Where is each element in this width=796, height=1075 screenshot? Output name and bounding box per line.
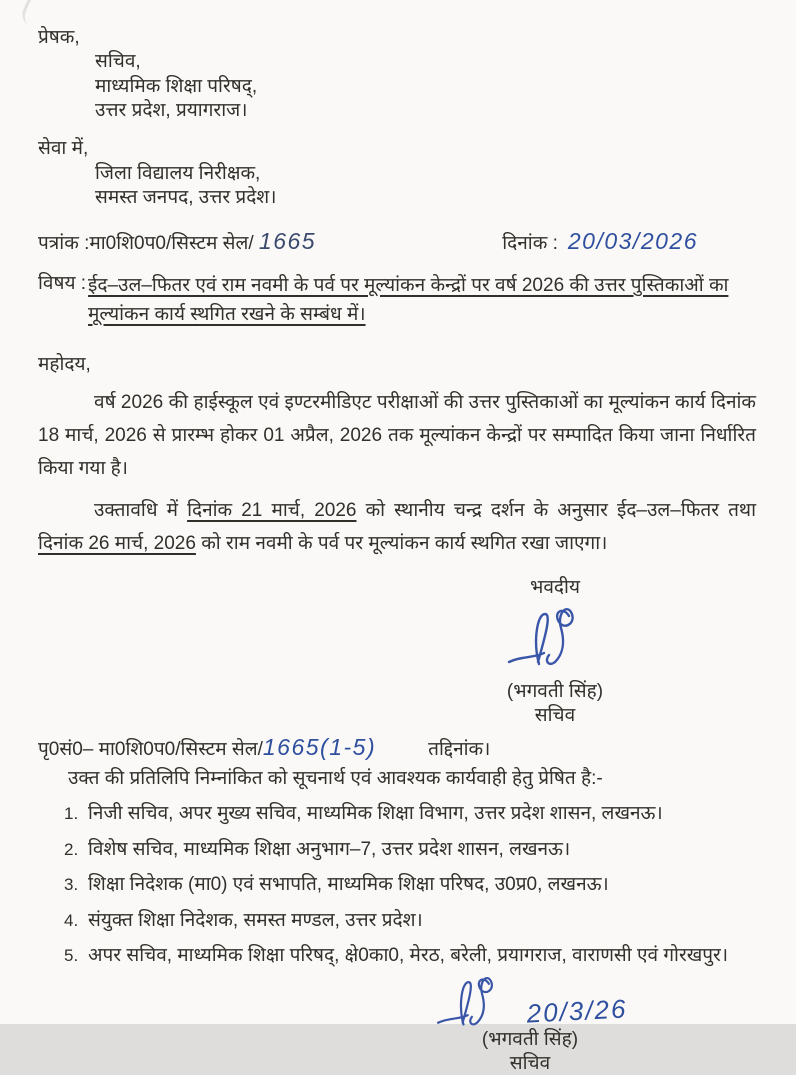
sender-line: माध्यमिक शिक्षा परिषद्,: [95, 75, 258, 97]
distribution-list: [38, 800, 756, 970]
signatory-name: (भगवती सिंह): [506, 681, 604, 703]
list-item: [64, 871, 756, 899]
date-handwritten: 20/03/2026: [567, 228, 698, 255]
para2-underlined-date-2: दिनांक 26 मार्च, 2026: [38, 533, 196, 555]
subject-label: विषय :: [38, 272, 87, 294]
para2-seg2: को स्थानीय चन्द्र दर्शन के अनुसार ईद–उल–फितर तथा: [356, 500, 756, 522]
list-item-number: 4.: [64, 910, 79, 930]
date-label: दिनांक :: [502, 233, 558, 255]
sender-block: [38, 26, 756, 123]
endorsement-same-date: तद्दिनांक।: [428, 738, 491, 760]
subject-row: [38, 271, 756, 330]
para2-underlined-date-1: दिनांक 21 मार्च, 2026: [187, 500, 357, 522]
list-item: [64, 907, 756, 935]
letter-date: [502, 230, 698, 257]
secretary-signature: [503, 602, 607, 680]
closing: भवदीय: [530, 576, 580, 598]
sender-line: उत्तर प्रदेश, प्रयागराज।: [95, 99, 248, 121]
endorsement-ref-label: पृ0सं0– मा0शि0प0/सिस्टम सेल/: [38, 738, 263, 760]
list-item: [64, 942, 756, 970]
body-paragraph-2: [38, 495, 756, 560]
list-item: [64, 836, 756, 864]
bottom-date-handwritten: 20/3/26: [525, 993, 628, 1029]
signature-block: [440, 575, 670, 728]
body-paragraph-1: वर्ष 2026 की हाईस्कूल एवं इण्टरमीडिएट परीक्षाओं की उत्तर पुस्तिकाओं का मूल्यांकन कार्य दिनांक 18 मार्च, 2026 से प्रारम्भ होकर 01 अप्रैल, 2026 तक मूल्यांकन केन्द्रों पर सम्पादित किया जाना निर्धारित किया गया है।: [38, 392, 756, 479]
list-item-number: 3.: [64, 875, 79, 895]
para2-seg1: उक्तावधि में: [94, 500, 188, 522]
list-item-number: 2.: [64, 839, 79, 859]
para2-seg3: को राम नवमी के पर्व पर मूल्यांकन कार्य स्थगित रखा जाएगा।: [195, 533, 608, 555]
signatory-title: सचिव: [534, 705, 576, 727]
copy-line: उक्त की प्रतिलिपि निम्नांकित को सूचनार्थ एवं आवश्यक कार्यवाही हेतु प्रेषित है:-: [68, 768, 603, 790]
recipient-line: समस्त जनपद, उत्तर प्रदेश।: [95, 186, 277, 208]
bottom-signatory-name: (भगवती सिंह): [481, 1028, 579, 1050]
recipient-block: [38, 137, 756, 210]
list-item: [64, 800, 756, 828]
letter-number-label: पत्रांक :मा0शि0प0/सिस्टम सेल/: [38, 233, 254, 255]
endorsement-row: [38, 733, 756, 763]
list-item-text: विशेष सचिव, माध्यमिक शिक्षा अनुभाग–7, उत्तर प्रदेश शासन, लखनऊ।: [88, 838, 571, 860]
sender-label: प्रेषक,: [38, 27, 80, 48]
letter-number: [38, 230, 316, 257]
endorsement-ref-handwritten: 1665(1-5): [262, 733, 377, 760]
list-item-text: संयुक्त शिक्षा निदेशक, समस्त मण्डल, उत्तर प्रदेश।: [88, 909, 423, 931]
list-item-text: अपर सचिव, माध्यमिक शिक्षा परिषद्, क्षे0का0, मेरठ, बरेली, प्रयागराज, वाराणसी एवं गोरखपुर।: [88, 945, 729, 967]
bottom-signatory-title: सचिव: [509, 1052, 551, 1074]
recipient-line: जिला विद्यालय निरीक्षक,: [95, 162, 261, 184]
list-item-number: 5.: [64, 946, 79, 966]
letter-number-handwritten: 1665: [258, 228, 317, 255]
list-item-text: निजी सचिव, अपर मुख्य सचिव, माध्यमिक शिक्षा विभाग, उत्तर प्रदेश शासन, लखनऊ।: [88, 803, 663, 825]
sender-line: सचिव,: [95, 51, 141, 73]
subject-text: ईद–उल–फितर एवं राम नवमी के पर्व पर मूल्यांकन केन्द्रों पर वर्ष 2026 की उत्तर पुस्तिकाओं का मूल्यांकन कार्य स्थगित रखने के सम्बंध में।: [88, 274, 729, 326]
recipient-label: सेवा में,: [38, 138, 89, 160]
reference-row: [38, 230, 756, 257]
list-item-text: शिक्षा निदेशक (मा0) एवं सभापति, माध्यमिक शिक्षा परिषद, उ0प्र0, लखनऊ।: [88, 874, 609, 896]
salutation: महोदय,: [38, 353, 91, 375]
bottom-signature-block: [400, 972, 660, 1075]
list-item-number: 1.: [64, 804, 79, 824]
